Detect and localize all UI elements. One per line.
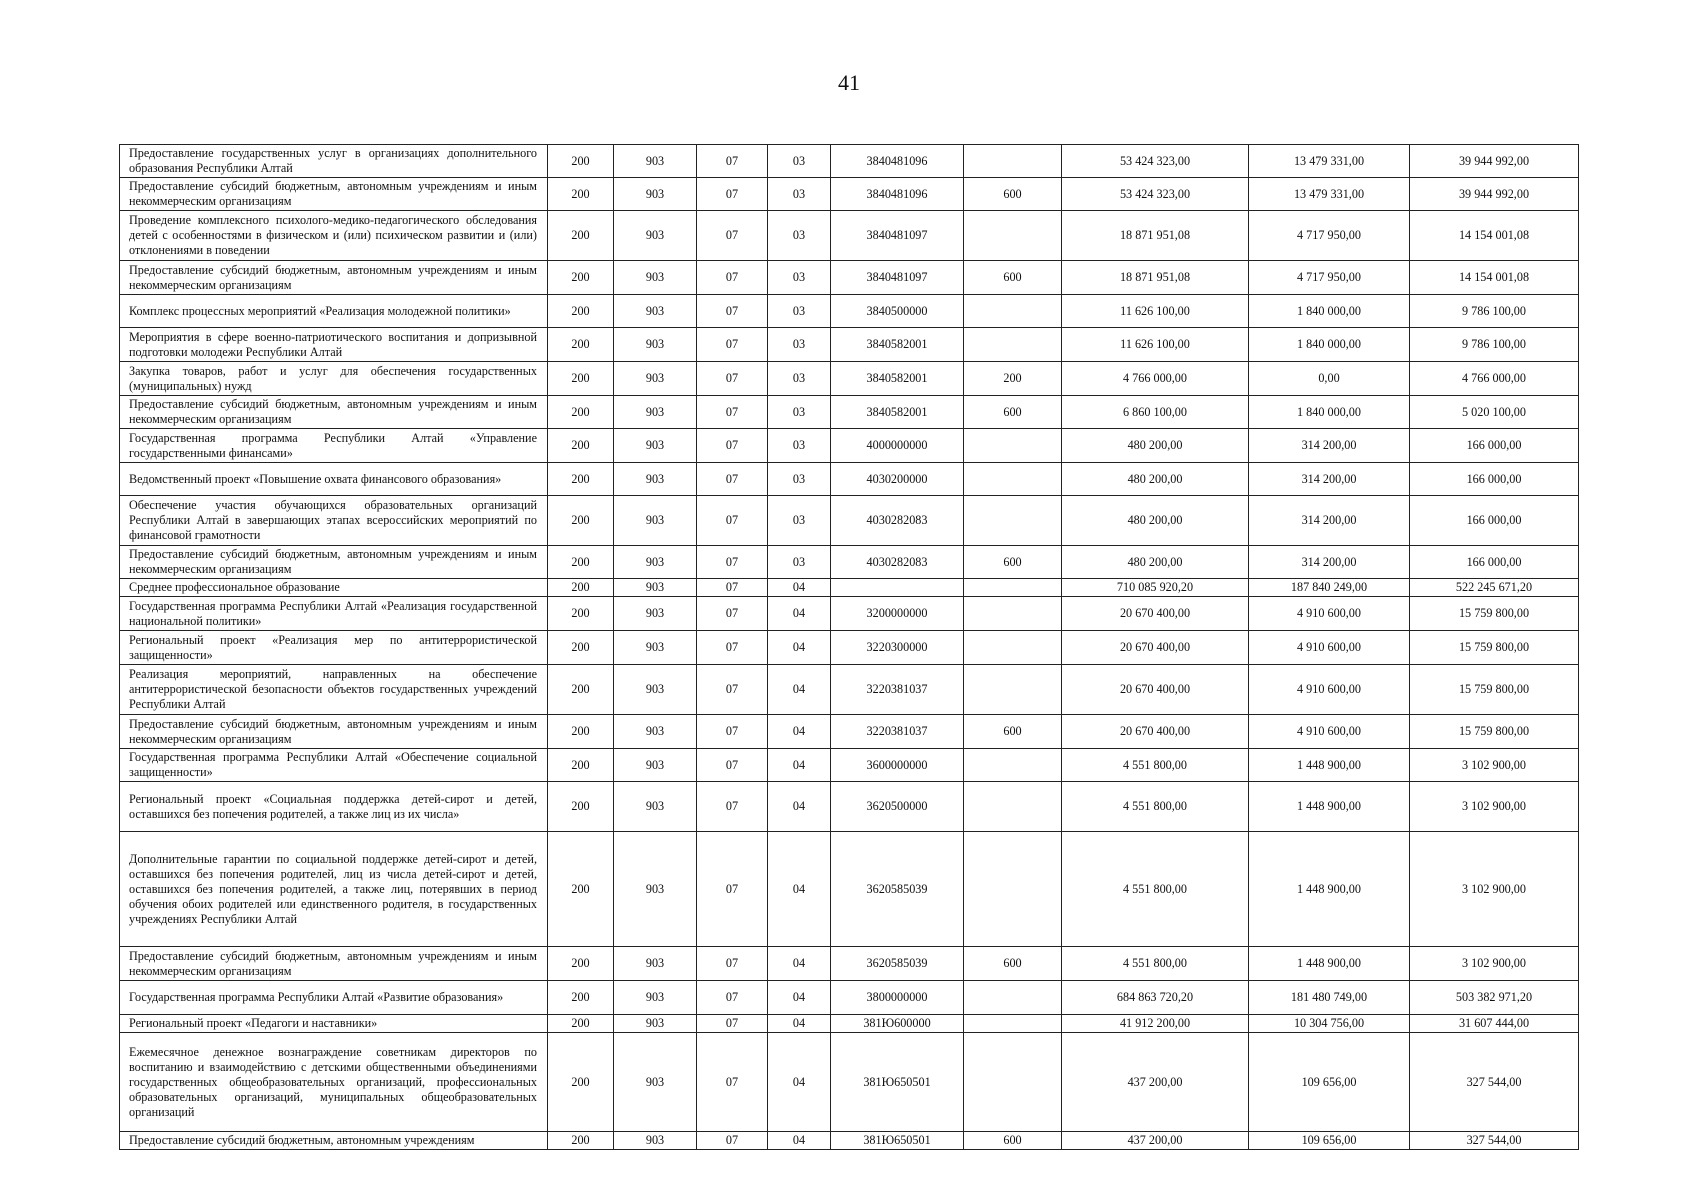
row-name: Ежемесячное денежное вознаграждение советникам директоров по воспитанию и взаимодействию с детскими общественными объединениями государственных общеобразовательных организаций, профессиональных образовательных организаций, муниципальных общеобразовательных организаций <box>120 1033 548 1132</box>
target-article: 4030282083 <box>831 546 964 579</box>
section-code: 07 <box>697 1015 768 1033</box>
target-article: 3840481096 <box>831 178 964 211</box>
subsection-code: 03 <box>768 396 831 429</box>
target-article: 3840582001 <box>831 396 964 429</box>
amount-total: 684 863 720,20 <box>1062 981 1249 1015</box>
section-code: 07 <box>697 715 768 749</box>
subsection-code: 04 <box>768 1015 831 1033</box>
amount-total: 20 670 400,00 <box>1062 665 1249 715</box>
amount-col2: 3 102 900,00 <box>1410 749 1579 782</box>
amount-col1: 0,00 <box>1249 362 1410 396</box>
target-article <box>831 579 964 597</box>
subsection-code: 04 <box>768 749 831 782</box>
grbs-code: 903 <box>614 832 697 947</box>
expense-type <box>964 981 1062 1015</box>
amount-col2: 5 020 100,00 <box>1410 396 1579 429</box>
grbs-code: 903 <box>614 178 697 211</box>
amount-col1: 109 656,00 <box>1249 1132 1410 1150</box>
grbs-code: 903 <box>614 295 697 328</box>
amount-total: 480 200,00 <box>1062 463 1249 496</box>
amount-col1: 181 480 749,00 <box>1249 981 1410 1015</box>
target-article: 3840481097 <box>831 261 964 295</box>
subsection-code: 03 <box>768 295 831 328</box>
section-code: 07 <box>697 597 768 631</box>
subsection-code: 03 <box>768 463 831 496</box>
grbs-code: 903 <box>614 261 697 295</box>
amount-col1: 4 717 950,00 <box>1249 261 1410 295</box>
expense-type <box>964 665 1062 715</box>
subsection-code: 04 <box>768 947 831 981</box>
grbs-code: 903 <box>614 715 697 749</box>
target-article: 3840481097 <box>831 211 964 261</box>
expense-type <box>964 496 1062 546</box>
amount-col1: 1 840 000,00 <box>1249 328 1410 362</box>
amount-total: 4 551 800,00 <box>1062 832 1249 947</box>
target-article: 381Ю650501 <box>831 1132 964 1150</box>
amount-col2: 503 382 971,20 <box>1410 981 1579 1015</box>
section-code: 07 <box>697 832 768 947</box>
table-row <box>120 749 1579 782</box>
admin-code: 200 <box>548 749 614 782</box>
amount-total: 11 626 100,00 <box>1062 295 1249 328</box>
subsection-code: 04 <box>768 579 831 597</box>
amount-total: 6 860 100,00 <box>1062 396 1249 429</box>
table-row <box>120 832 1579 947</box>
subsection-code: 04 <box>768 715 831 749</box>
amount-col2: 3 102 900,00 <box>1410 947 1579 981</box>
admin-code: 200 <box>548 579 614 597</box>
table-row <box>120 546 1579 579</box>
row-name: Проведение комплексного психолого-медико-педагогического обследования детей с особенностями в физическом и (или) психическом развитии и (или) отклонениями в поведении <box>120 211 548 261</box>
amount-total: 4 551 800,00 <box>1062 947 1249 981</box>
admin-code: 200 <box>548 178 614 211</box>
amount-col1: 4 910 600,00 <box>1249 715 1410 749</box>
amount-total: 4 551 800,00 <box>1062 749 1249 782</box>
admin-code: 200 <box>548 396 614 429</box>
target-article: 381Ю650501 <box>831 1033 964 1132</box>
expense-type <box>964 1033 1062 1132</box>
table-row <box>120 1015 1579 1033</box>
amount-col2: 327 544,00 <box>1410 1033 1579 1132</box>
amount-col1: 4 910 600,00 <box>1249 597 1410 631</box>
subsection-code: 04 <box>768 1033 831 1132</box>
amount-total: 41 912 200,00 <box>1062 1015 1249 1033</box>
row-name: Региональный проект «Реализация мер по антитеррористической защищенности» <box>120 631 548 665</box>
table-row <box>120 261 1579 295</box>
section-code: 07 <box>697 429 768 463</box>
admin-code: 200 <box>548 295 614 328</box>
amount-col2: 14 154 001,08 <box>1410 211 1579 261</box>
table-row <box>120 362 1579 396</box>
row-name: Дополнительные гарантии по социальной поддержке детей-сирот и детей, оставшихся без попечения родителей, лиц из числа детей-сирот и детей, оставшихся без попечения родителей, а также лиц, потерявших в период обучения обоих родителей или единственного родителя, в государственных учреждениях Республики Алтай <box>120 832 548 947</box>
subsection-code: 03 <box>768 328 831 362</box>
budget-table <box>119 144 1579 1150</box>
amount-col2: 3 102 900,00 <box>1410 832 1579 947</box>
grbs-code: 903 <box>614 145 697 178</box>
grbs-code: 903 <box>614 463 697 496</box>
expense-type <box>964 832 1062 947</box>
grbs-code: 903 <box>614 631 697 665</box>
section-code: 07 <box>697 1132 768 1150</box>
row-name: Государственная программа Республики Алтай «Реализация государственной национальной политики» <box>120 597 548 631</box>
admin-code: 200 <box>548 947 614 981</box>
amount-col2: 15 759 800,00 <box>1410 597 1579 631</box>
amount-col2: 166 000,00 <box>1410 546 1579 579</box>
page-number: 41 <box>838 70 860 95</box>
admin-code: 200 <box>548 362 614 396</box>
amount-col2: 15 759 800,00 <box>1410 631 1579 665</box>
row-name: Закупка товаров, работ и услуг для обеспечения государственных (муниципальных) нужд <box>120 362 548 396</box>
amount-col1: 10 304 756,00 <box>1249 1015 1410 1033</box>
row-name: Предоставление государственных услуг в организациях дополнительного образования Республики Алтай <box>120 145 548 178</box>
amount-col2: 39 944 992,00 <box>1410 145 1579 178</box>
amount-col1: 1 448 900,00 <box>1249 782 1410 832</box>
subsection-code: 03 <box>768 546 831 579</box>
amount-col1: 4 717 950,00 <box>1249 211 1410 261</box>
target-article: 3840582001 <box>831 328 964 362</box>
table-row <box>120 178 1579 211</box>
admin-code: 200 <box>548 981 614 1015</box>
row-name: Обеспечение участия обучающихся образовательных организаций Республики Алтай в завершающих этапах всероссийских мероприятий по финансовой грамотности <box>120 496 548 546</box>
row-name: Государственная программа Республики Алтай «Развитие образования» <box>120 981 548 1015</box>
target-article: 3220381037 <box>831 665 964 715</box>
grbs-code: 903 <box>614 1132 697 1150</box>
grbs-code: 903 <box>614 597 697 631</box>
table-row <box>120 981 1579 1015</box>
amount-col2: 166 000,00 <box>1410 429 1579 463</box>
amount-total: 480 200,00 <box>1062 429 1249 463</box>
expense-type <box>964 211 1062 261</box>
amount-total: 20 670 400,00 <box>1062 715 1249 749</box>
row-name: Мероприятия в сфере военно-патриотического воспитания и допризывной подготовки молодежи Республики Алтай <box>120 328 548 362</box>
amount-total: 480 200,00 <box>1062 496 1249 546</box>
expense-type: 600 <box>964 178 1062 211</box>
target-article: 3840481096 <box>831 145 964 178</box>
amount-total: 4 766 000,00 <box>1062 362 1249 396</box>
subsection-code: 04 <box>768 1132 831 1150</box>
amount-col1: 4 910 600,00 <box>1249 665 1410 715</box>
admin-code: 200 <box>548 496 614 546</box>
section-code: 07 <box>697 328 768 362</box>
section-code: 07 <box>697 665 768 715</box>
amount-col2: 9 786 100,00 <box>1410 328 1579 362</box>
row-name: Среднее профессиональное образование <box>120 579 548 597</box>
amount-total: 710 085 920,20 <box>1062 579 1249 597</box>
amount-total: 20 670 400,00 <box>1062 631 1249 665</box>
row-name: Предоставление субсидий бюджетным, автономным учреждениям и иным некоммерческим организациям <box>120 947 548 981</box>
table-body <box>120 145 1579 1150</box>
amount-col2: 15 759 800,00 <box>1410 715 1579 749</box>
expense-type: 200 <box>964 362 1062 396</box>
table-row <box>120 496 1579 546</box>
expense-type <box>964 429 1062 463</box>
amount-col2: 166 000,00 <box>1410 463 1579 496</box>
section-code: 07 <box>697 362 768 396</box>
table-row <box>120 782 1579 832</box>
section-code: 07 <box>697 211 768 261</box>
amount-col1: 1 840 000,00 <box>1249 396 1410 429</box>
expense-type <box>964 749 1062 782</box>
admin-code: 200 <box>548 715 614 749</box>
grbs-code: 903 <box>614 362 697 396</box>
admin-code: 200 <box>548 1033 614 1132</box>
grbs-code: 903 <box>614 396 697 429</box>
admin-code: 200 <box>548 546 614 579</box>
grbs-code: 903 <box>614 546 697 579</box>
admin-code: 200 <box>548 1015 614 1033</box>
row-name: Государственная программа Республики Алтай «Управление государственными финансами» <box>120 429 548 463</box>
amount-total: 20 670 400,00 <box>1062 597 1249 631</box>
section-code: 07 <box>697 749 768 782</box>
row-name: Реализация мероприятий, направленных на обеспечение антитеррористической безопасности объектов государственных учреждений Республики Алтай <box>120 665 548 715</box>
admin-code: 200 <box>548 429 614 463</box>
row-name: Предоставление субсидий бюджетным, автономным учреждениям и иным некоммерческим организациям <box>120 261 548 295</box>
section-code: 07 <box>697 579 768 597</box>
table-row <box>120 631 1579 665</box>
target-article: 3220300000 <box>831 631 964 665</box>
amount-total: 18 871 951,08 <box>1062 211 1249 261</box>
amount-col2: 522 245 671,20 <box>1410 579 1579 597</box>
target-article: 4000000000 <box>831 429 964 463</box>
subsection-code: 04 <box>768 981 831 1015</box>
table-row <box>120 665 1579 715</box>
table-row <box>120 947 1579 981</box>
admin-code: 200 <box>548 1132 614 1150</box>
grbs-code: 903 <box>614 211 697 261</box>
admin-code: 200 <box>548 145 614 178</box>
amount-col1: 13 479 331,00 <box>1249 178 1410 211</box>
expense-type <box>964 463 1062 496</box>
grbs-code: 903 <box>614 1015 697 1033</box>
subsection-code: 03 <box>768 261 831 295</box>
amount-col1: 1 448 900,00 <box>1249 749 1410 782</box>
section-code: 07 <box>697 947 768 981</box>
admin-code: 200 <box>548 328 614 362</box>
row-name: Комплекс процессных мероприятий «Реализация молодежной политики» <box>120 295 548 328</box>
target-article: 3620500000 <box>831 782 964 832</box>
grbs-code: 903 <box>614 981 697 1015</box>
grbs-code: 903 <box>614 429 697 463</box>
grbs-code: 903 <box>614 782 697 832</box>
section-code: 07 <box>697 463 768 496</box>
section-code: 07 <box>697 145 768 178</box>
admin-code: 200 <box>548 463 614 496</box>
amount-col1: 314 200,00 <box>1249 429 1410 463</box>
amount-total: 11 626 100,00 <box>1062 328 1249 362</box>
table-row <box>120 463 1579 496</box>
expense-type <box>964 782 1062 832</box>
section-code: 07 <box>697 981 768 1015</box>
amount-total: 437 200,00 <box>1062 1132 1249 1150</box>
target-article: 3600000000 <box>831 749 964 782</box>
grbs-code: 903 <box>614 496 697 546</box>
subsection-code: 04 <box>768 631 831 665</box>
target-article: 3620585039 <box>831 832 964 947</box>
expense-type: 600 <box>964 947 1062 981</box>
admin-code: 200 <box>548 597 614 631</box>
amount-col2: 15 759 800,00 <box>1410 665 1579 715</box>
amount-col1: 1 448 900,00 <box>1249 947 1410 981</box>
amount-col1: 314 200,00 <box>1249 463 1410 496</box>
amount-total: 480 200,00 <box>1062 546 1249 579</box>
admin-code: 200 <box>548 211 614 261</box>
row-name: Предоставление субсидий бюджетным, автономным учреждениям и иным некоммерческим организациям <box>120 715 548 749</box>
expense-type <box>964 328 1062 362</box>
grbs-code: 903 <box>614 328 697 362</box>
table-row <box>120 211 1579 261</box>
expense-type <box>964 579 1062 597</box>
amount-col2: 39 944 992,00 <box>1410 178 1579 211</box>
amount-col1: 314 200,00 <box>1249 546 1410 579</box>
amount-col2: 9 786 100,00 <box>1410 295 1579 328</box>
amount-total: 437 200,00 <box>1062 1033 1249 1132</box>
amount-col2: 166 000,00 <box>1410 496 1579 546</box>
section-code: 07 <box>697 631 768 665</box>
expense-type <box>964 295 1062 328</box>
amount-col1: 109 656,00 <box>1249 1033 1410 1132</box>
amount-col1: 187 840 249,00 <box>1249 579 1410 597</box>
expense-type <box>964 1015 1062 1033</box>
subsection-code: 03 <box>768 145 831 178</box>
table-row <box>120 328 1579 362</box>
target-article: 4030200000 <box>831 463 964 496</box>
section-code: 07 <box>697 295 768 328</box>
grbs-code: 903 <box>614 947 697 981</box>
row-name: Предоставление субсидий бюджетным, автономным учреждениям и иным некоммерческим организациям <box>120 178 548 211</box>
table-row <box>120 579 1579 597</box>
table-row <box>120 295 1579 328</box>
target-article: 3800000000 <box>831 981 964 1015</box>
section-code: 07 <box>697 1033 768 1132</box>
target-article: 381Ю600000 <box>831 1015 964 1033</box>
section-code: 07 <box>697 782 768 832</box>
target-article: 4030282083 <box>831 496 964 546</box>
expense-type: 600 <box>964 546 1062 579</box>
amount-total: 18 871 951,08 <box>1062 261 1249 295</box>
subsection-code: 04 <box>768 597 831 631</box>
section-code: 07 <box>697 496 768 546</box>
amount-col2: 327 544,00 <box>1410 1132 1579 1150</box>
admin-code: 200 <box>548 832 614 947</box>
subsection-code: 04 <box>768 832 831 947</box>
row-name: Региональный проект «Социальная поддержка детей-сирот и детей, оставшихся без попечения родителей, а также лиц из их числа» <box>120 782 548 832</box>
row-name: Государственная программа Республики Алтай «Обеспечение социальной защищенности» <box>120 749 548 782</box>
table-row <box>120 145 1579 178</box>
amount-col2: 3 102 900,00 <box>1410 782 1579 832</box>
admin-code: 200 <box>548 782 614 832</box>
table-row <box>120 597 1579 631</box>
amount-col2: 4 766 000,00 <box>1410 362 1579 396</box>
amount-col1: 1 840 000,00 <box>1249 295 1410 328</box>
section-code: 07 <box>697 546 768 579</box>
amount-col2: 14 154 001,08 <box>1410 261 1579 295</box>
row-name: Предоставление субсидий бюджетным, автономным учреждениям и иным некоммерческим организациям <box>120 396 548 429</box>
table-row <box>120 1033 1579 1132</box>
target-article: 3200000000 <box>831 597 964 631</box>
expense-type <box>964 631 1062 665</box>
grbs-code: 903 <box>614 579 697 597</box>
target-article: 3620585039 <box>831 947 964 981</box>
table-row <box>120 1132 1579 1150</box>
grbs-code: 903 <box>614 749 697 782</box>
grbs-code: 903 <box>614 665 697 715</box>
subsection-code: 03 <box>768 429 831 463</box>
subsection-code: 03 <box>768 496 831 546</box>
amount-total: 4 551 800,00 <box>1062 782 1249 832</box>
table-row <box>120 429 1579 463</box>
expense-type: 600 <box>964 1132 1062 1150</box>
section-code: 07 <box>697 396 768 429</box>
section-code: 07 <box>697 261 768 295</box>
subsection-code: 04 <box>768 665 831 715</box>
expense-type: 600 <box>964 396 1062 429</box>
subsection-code: 04 <box>768 782 831 832</box>
amount-col1: 314 200,00 <box>1249 496 1410 546</box>
target-article: 3840582001 <box>831 362 964 396</box>
expense-type <box>964 597 1062 631</box>
admin-code: 200 <box>548 261 614 295</box>
target-article: 3840500000 <box>831 295 964 328</box>
table-row <box>120 396 1579 429</box>
subsection-code: 03 <box>768 178 831 211</box>
admin-code: 200 <box>548 665 614 715</box>
admin-code: 200 <box>548 631 614 665</box>
section-code: 07 <box>697 178 768 211</box>
row-name: Ведомственный проект «Повышение охвата финансового образования» <box>120 463 548 496</box>
row-name: Предоставление субсидий бюджетным, автономным учреждениям <box>120 1132 548 1150</box>
grbs-code: 903 <box>614 1033 697 1132</box>
target-article: 3220381037 <box>831 715 964 749</box>
expense-type <box>964 145 1062 178</box>
row-name: Предоставление субсидий бюджетным, автономным учреждениям и иным некоммерческим организациям <box>120 546 548 579</box>
subsection-code: 03 <box>768 362 831 396</box>
table-row <box>120 715 1579 749</box>
amount-total: 53 424 323,00 <box>1062 145 1249 178</box>
amount-col1: 1 448 900,00 <box>1249 832 1410 947</box>
row-name: Региональный проект «Педагоги и наставники» <box>120 1015 548 1033</box>
expense-type: 600 <box>964 715 1062 749</box>
amount-col2: 31 607 444,00 <box>1410 1015 1579 1033</box>
amount-col1: 4 910 600,00 <box>1249 631 1410 665</box>
subsection-code: 03 <box>768 211 831 261</box>
amount-col1: 13 479 331,00 <box>1249 145 1410 178</box>
amount-total: 53 424 323,00 <box>1062 178 1249 211</box>
expense-type: 600 <box>964 261 1062 295</box>
